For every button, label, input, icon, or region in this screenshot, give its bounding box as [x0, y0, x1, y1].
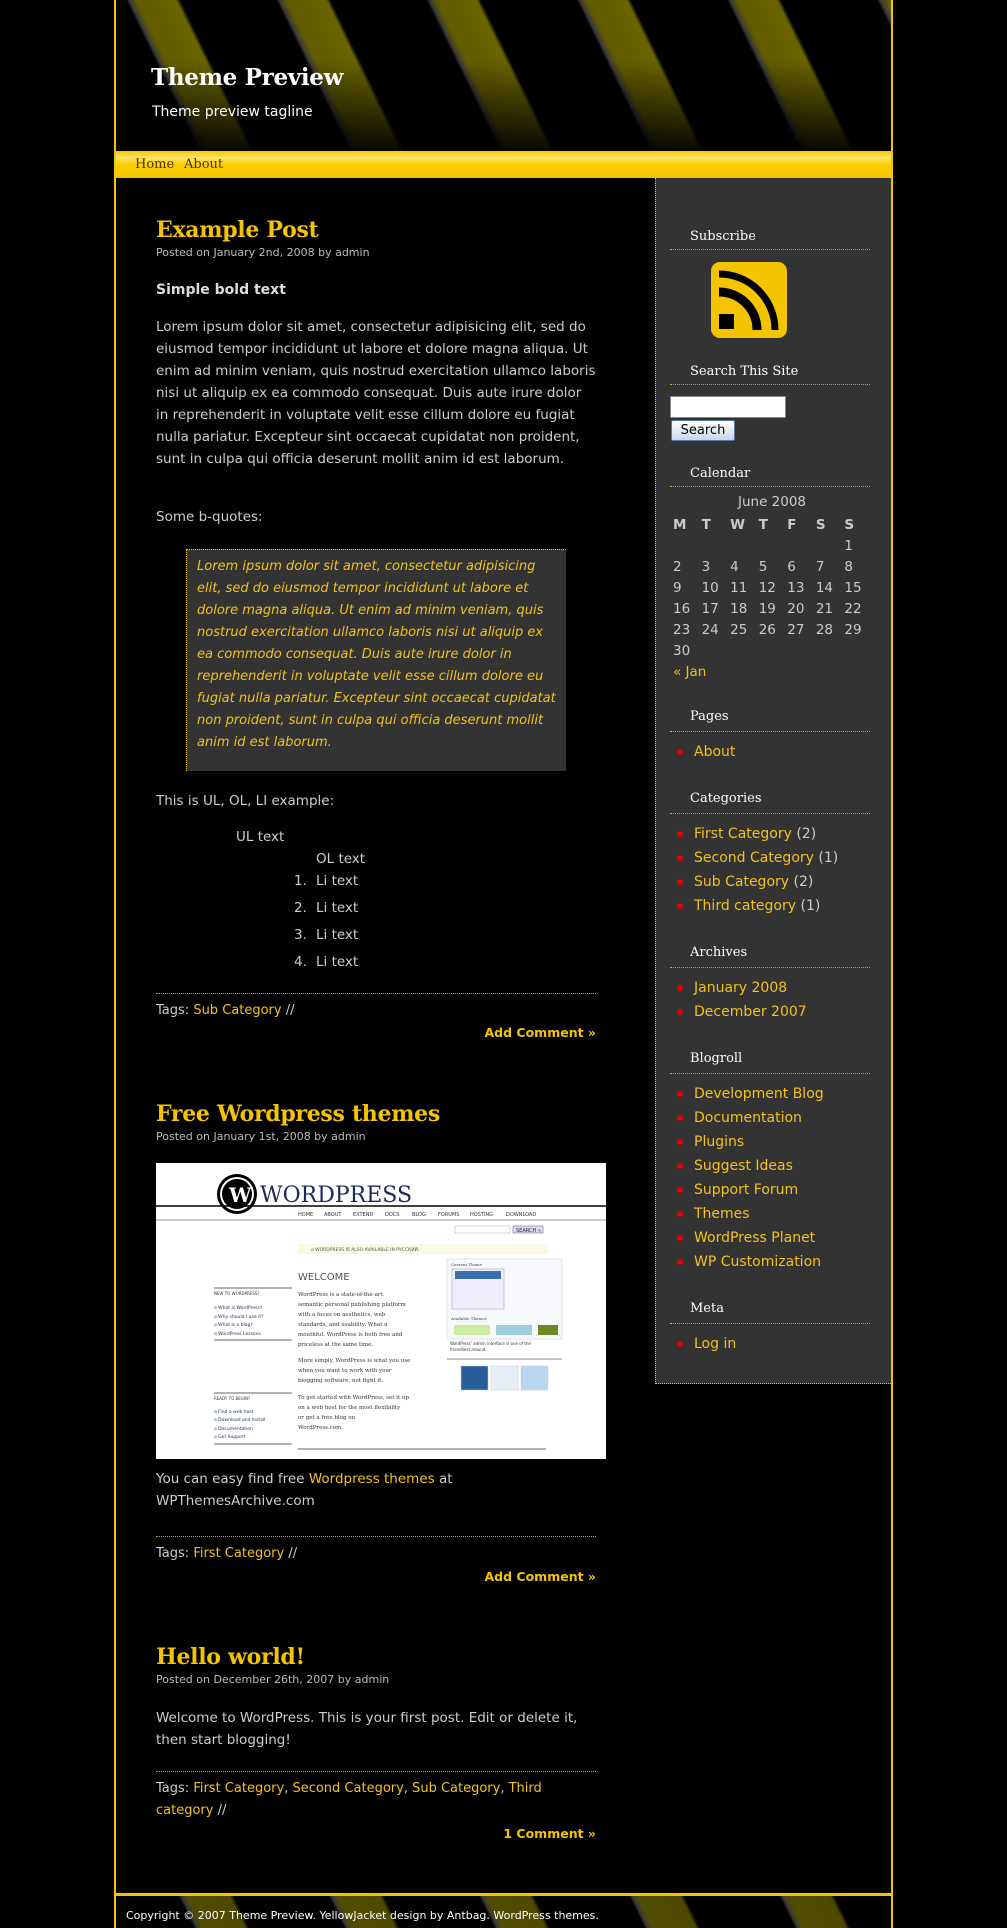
- page-link-about[interactable]: About: [694, 744, 736, 760]
- bullet-icon: [677, 1009, 683, 1015]
- svg-text:SEARCH »: SEARCH »: [516, 1228, 541, 1234]
- calendar-day: [701, 535, 730, 556]
- bold-heading: Simple bold text: [156, 282, 286, 298]
- tags-label: Tags:: [156, 1781, 190, 1796]
- widget-title-subscribe: Subscribe: [690, 229, 756, 244]
- weekday: T: [758, 516, 768, 533]
- calendar-day: 13: [787, 579, 805, 596]
- list-item: [676, 1154, 824, 1178]
- li-number: 4.: [294, 954, 307, 970]
- comment-count-link[interactable]: 1 Comment »: [503, 1826, 596, 1841]
- calendar-day: 3: [701, 558, 711, 575]
- calendar-week: [672, 619, 872, 640]
- list-item: [676, 1250, 824, 1274]
- svg-text:o Download and Install: o Download and Install: [214, 1418, 266, 1423]
- calendar-week: [672, 598, 872, 619]
- bullet-icon: [677, 749, 683, 755]
- calendar-week: [672, 556, 872, 577]
- widget-title-search: Search This Site: [690, 364, 799, 379]
- footer-copyright: Copyright © 2007 Theme Preview. YellowJacket design by Antbag. WordPress themes.: [126, 1909, 599, 1922]
- calendar-day: 22: [844, 600, 862, 617]
- calendar-day: [672, 535, 701, 556]
- svg-text:Available Themes: Available Themes: [451, 1316, 487, 1321]
- blockquote: Lorem ipsum dolor sit amet, consectetur adipisicing elit, sed do eiusmod tempor incididunt ut labore et dolore magna aliqua. Ut enim ad minim veniam, quis nostrud exercitation ullamco laboris nisi ut aliquip ex ea commodo consequat. Duis aute irure dolor in reprehenderit in voluptate velit esse cillum dolore eu fugiat nulla pariatur. Excepteur sint occaecat cupidatat non proident, sunt in culpa qui officia deserunt mollit anim id est laborum.: [186, 549, 566, 771]
- calendar-day: 30: [673, 642, 691, 659]
- svg-text:Current Theme: Current Theme: [451, 1262, 483, 1267]
- weekday: T: [701, 516, 711, 533]
- svg-text:FORUMS: FORUMS: [438, 1212, 460, 1218]
- sidebar: [655, 178, 891, 1384]
- svg-text:blogging software, not fight i: blogging software, not fight it.: [298, 1378, 384, 1384]
- list-intro: This is UL, OL, LI example:: [156, 793, 335, 809]
- calendar-day: [729, 640, 758, 661]
- category-link[interactable]: First Category: [694, 826, 792, 842]
- search-input[interactable]: [670, 396, 786, 418]
- calendar-day: [815, 535, 844, 556]
- svg-text:o Why should I use it?: o Why should I use it?: [214, 1315, 264, 1320]
- wordpress-screenshot-image: [156, 1163, 606, 1459]
- svg-text:DOCS: DOCS: [385, 1212, 400, 1218]
- svg-text:friendliest around.: friendliest around.: [450, 1347, 487, 1352]
- archive-link[interactable]: December 2007: [694, 1004, 807, 1020]
- widget-divider: [670, 1323, 870, 1324]
- blogroll-link[interactable]: Themes: [694, 1206, 750, 1222]
- bullet-icon: [677, 1187, 683, 1193]
- calendar-day: 24: [701, 621, 719, 638]
- calendar-day: 18: [730, 600, 748, 617]
- category-link[interactable]: Second Category: [694, 850, 814, 866]
- calendar-week: [672, 577, 872, 598]
- svg-text:HOME: HOME: [298, 1212, 314, 1218]
- calendar-day: 1: [844, 537, 853, 554]
- svg-text:o WordPress Lessons: o WordPress Lessons: [214, 1332, 261, 1337]
- svg-text:o What is a blog?: o What is a blog?: [214, 1323, 253, 1328]
- weekday: M: [673, 516, 687, 533]
- li-item: Li text: [316, 927, 359, 943]
- calendar-day: 17: [701, 600, 719, 617]
- bullet-icon: [677, 985, 683, 991]
- blogroll-link[interactable]: Suggest Ideas: [694, 1158, 793, 1174]
- blogroll-link[interactable]: WP Customization: [694, 1254, 822, 1270]
- li-item: Li text: [316, 954, 359, 970]
- svg-text:priceless at the same time.: priceless at the same time.: [298, 1342, 374, 1348]
- post-tags: [156, 1543, 596, 1565]
- bullet-icon: [677, 1091, 683, 1097]
- widget-divider: [670, 249, 870, 250]
- svg-text:standards, and usability. What: standards, and usability. What a: [298, 1322, 388, 1328]
- calendar-day: 20: [787, 600, 805, 617]
- blogroll-link[interactable]: WordPress Planet: [694, 1230, 816, 1246]
- svg-text:o Find a web host: o Find a web host: [214, 1410, 254, 1415]
- calendar-day: [843, 640, 872, 661]
- site-title[interactable]: Theme Preview: [151, 64, 344, 91]
- blogroll-list: [676, 1082, 824, 1274]
- tag-link[interactable]: First Category: [193, 1546, 285, 1561]
- list-item: [676, 1106, 824, 1130]
- tag-link[interactable]: Sub Category: [193, 1003, 282, 1018]
- weekday: S: [844, 516, 855, 533]
- nav-item-home[interactable]: Home: [135, 157, 175, 172]
- svg-text:HOSTING: HOSTING: [470, 1212, 494, 1218]
- list-item: [676, 1226, 824, 1250]
- post-meta: Posted on January 1st, 2008 by admin: [156, 1130, 366, 1143]
- category-count: (1): [800, 898, 821, 914]
- widget-title-calendar: Calendar: [690, 466, 751, 481]
- svg-text:o WORDPRESS IS ALSO AVAILABLE: o WORDPRESS IS ALSO AVAILABLE IN РУССКИЙ.: [311, 1248, 420, 1253]
- tag-link[interactable]: First Category: [193, 1781, 285, 1796]
- svg-text:with a focus on aesthetics, we: with a focus on aesthetics, web: [298, 1312, 386, 1318]
- widget-divider: [670, 486, 870, 487]
- calendar-day: 6: [787, 558, 796, 575]
- wordpress-logo-icon: [156, 1163, 606, 1459]
- list-item: [676, 894, 838, 918]
- widget-title-pages: Pages: [690, 709, 729, 724]
- list-item: [676, 1130, 824, 1154]
- widget-title-archives: Archives: [690, 945, 748, 960]
- calendar-day: 26: [758, 621, 776, 638]
- widget-divider: [670, 967, 870, 968]
- calendar-day: [786, 640, 815, 661]
- search-button[interactable]: Search: [671, 420, 735, 441]
- post-divider: [156, 993, 596, 994]
- svg-text:ABOUT: ABOUT: [324, 1212, 342, 1218]
- tag-link[interactable]: Sub Category: [412, 1781, 501, 1796]
- list-item: [676, 822, 838, 846]
- svg-text:WELCOME: WELCOME: [298, 1272, 350, 1283]
- site-header: [116, 0, 891, 151]
- calendar-day: [815, 640, 844, 661]
- tags-label: Tags:: [156, 1546, 190, 1561]
- list-item: [676, 976, 807, 1000]
- li-number: 2.: [294, 900, 307, 916]
- bullet-icon: [677, 831, 683, 837]
- category-link[interactable]: Third category: [694, 898, 797, 914]
- site-tagline: Theme preview tagline: [152, 104, 313, 120]
- svg-text:o What is WordPress?: o What is WordPress?: [214, 1306, 263, 1311]
- category-count: (1): [818, 850, 839, 866]
- categories-list: [676, 822, 838, 918]
- nav-item-about[interactable]: About: [184, 157, 224, 172]
- tags-suffix: //: [285, 1003, 295, 1018]
- tag-link[interactable]: Second Category: [292, 1781, 404, 1796]
- post-title[interactable]: Free Wordpress themes: [156, 1101, 440, 1127]
- bullet-icon: [677, 879, 683, 885]
- widget-title-categories: Categories: [690, 791, 762, 806]
- calendar-day: 16: [673, 600, 691, 617]
- category-link[interactable]: Sub Category: [694, 874, 790, 890]
- bullet-icon: [677, 1259, 683, 1265]
- svg-text:WordPress is a state-of-the-ar: WordPress is a state-of-the-art: [298, 1292, 383, 1298]
- tags-suffix: //: [288, 1546, 298, 1561]
- svg-text:WORDPRESS: WORDPRESS: [260, 1183, 413, 1208]
- list-item: [676, 1082, 824, 1106]
- tag-link[interactable]: Third category: [156, 1781, 542, 1818]
- text-after: at WPThemesArchive.com: [156, 1471, 453, 1509]
- list-item: [676, 740, 735, 764]
- svg-text:WordPress' admin interface is: WordPress' admin interface is one of the: [450, 1341, 531, 1346]
- calendar-prev-link[interactable]: « Jan: [673, 663, 707, 680]
- widget-divider: [670, 731, 870, 732]
- li-number: 3.: [294, 927, 307, 943]
- tags-suffix: //: [217, 1803, 227, 1818]
- list-item: [676, 870, 838, 894]
- blogroll-link[interactable]: Development Blog: [694, 1086, 824, 1102]
- calendar-day: 28: [815, 621, 833, 638]
- archive-link[interactable]: January 2008: [694, 980, 788, 996]
- calendar-day: [729, 535, 758, 556]
- list-item: [676, 1178, 824, 1202]
- li-item: Li text: [316, 873, 359, 889]
- pages-list: [676, 740, 735, 764]
- ul-text: UL text: [236, 829, 285, 845]
- weekday: F: [787, 516, 797, 533]
- calendar-day: 7: [815, 558, 825, 575]
- svg-text:o Get Support: o Get Support: [214, 1435, 246, 1440]
- svg-text:More simply, WordPress is what: More simply, WordPress is what you use: [298, 1358, 411, 1364]
- calendar-day: 15: [844, 579, 862, 596]
- main-nav: [116, 151, 891, 178]
- calendar-day: 21: [815, 600, 833, 617]
- post-tags: [156, 1000, 596, 1022]
- post-divider: [156, 1536, 596, 1537]
- add-comment-link[interactable]: Add Comment »: [484, 1025, 596, 1040]
- svg-text:W: W: [229, 1183, 252, 1207]
- post-tags: Tags: First Category, Second Category, Sub Category, Third category //: [156, 1781, 542, 1818]
- calendar-week: [672, 535, 872, 556]
- svg-text:NEW TO WORDPRESS?: NEW TO WORDPRESS?: [214, 1291, 260, 1296]
- post-title[interactable]: Example Post: [156, 217, 319, 243]
- svg-text:DOWNLOAD: DOWNLOAD: [506, 1212, 537, 1218]
- meta-list: [676, 1332, 736, 1356]
- bullet-icon: [677, 1115, 683, 1121]
- calendar-day: 27: [787, 621, 805, 638]
- calendar-day: 11: [730, 579, 748, 596]
- post-meta: Posted on January 2nd, 2008 by admin: [156, 246, 370, 259]
- bullet-icon: [677, 1235, 683, 1241]
- calendar-day: 9: [673, 579, 682, 596]
- ol-text: OL text: [316, 851, 366, 867]
- widget-title-blogroll: Blogroll: [690, 1051, 743, 1066]
- svg-text:READY TO BEGIN?: READY TO BEGIN?: [214, 1396, 251, 1401]
- bullet-icon: [677, 1211, 683, 1217]
- weekday: S: [815, 516, 826, 533]
- blogroll-link[interactable]: Documentation: [694, 1110, 802, 1126]
- svg-text:or get a free blog on: or get a free blog on: [298, 1415, 356, 1421]
- widget-divider: [670, 813, 870, 814]
- list-item: [676, 846, 838, 870]
- svg-text:To get started with WordPress,: To get started with WordPress, set it up: [298, 1395, 409, 1401]
- calendar-day: [701, 640, 730, 661]
- svg-text:semantic personal publishing p: semantic personal publishing platform: [298, 1302, 406, 1308]
- wordpress-themes-link[interactable]: Wordpress themes: [308, 1471, 435, 1487]
- list-item: [676, 1202, 824, 1226]
- post-paragraph: Welcome to WordPress. This is your first post. Edit or delete it, then start blogging!: [156, 1710, 578, 1748]
- archives-list: [676, 976, 807, 1024]
- widget-divider: [670, 1073, 870, 1074]
- svg-text:BLOG: BLOG: [412, 1212, 426, 1218]
- calendar-day: 29: [844, 621, 862, 638]
- calendar-day: 23: [673, 621, 691, 638]
- widget-title-meta: Meta: [690, 1301, 724, 1316]
- list-item: [676, 1000, 807, 1024]
- calendar-day: 25: [730, 621, 748, 638]
- calendar-day: 4: [730, 558, 739, 575]
- svg-text:on a web host for the most fle: on a web host for the most flexibility: [298, 1405, 401, 1411]
- post-divider: [156, 1771, 596, 1772]
- post-title[interactable]: Hello world!: [156, 1644, 305, 1670]
- blogroll-link[interactable]: Support Forum: [694, 1182, 799, 1198]
- svg-text:mouthful. WordPress is both fr: mouthful. WordPress is both free and: [298, 1332, 403, 1338]
- category-count: (2): [796, 826, 817, 842]
- calendar-day: [786, 535, 815, 556]
- calendar-day: 2: [673, 558, 682, 575]
- weekday: W: [730, 516, 746, 533]
- calendar-caption: June 2008: [737, 494, 807, 510]
- blogroll-link[interactable]: Plugins: [694, 1134, 745, 1150]
- calendar-day: 12: [758, 579, 776, 596]
- calendar-day: [758, 535, 787, 556]
- post-paragraph: [156, 1468, 596, 1512]
- calendar-day: 14: [815, 579, 833, 596]
- bullet-icon: [677, 903, 683, 909]
- category-count: (2): [793, 874, 814, 890]
- calendar-day: 8: [844, 558, 853, 575]
- svg-text:WordPress.com.: WordPress.com.: [298, 1425, 344, 1431]
- bullet-icon: [677, 1341, 683, 1347]
- bquote-intro: Some b-quotes:: [156, 509, 263, 525]
- li-item: Li text: [316, 900, 359, 916]
- post-paragraph: Lorem ipsum dolor sit amet, consectetur adipisicing elit, sed do eiusmod tempor incididunt ut labore et dolore magna aliqua. Ut enim ad minim veniam, quis nostrud exercitation ullamco laboris nisi ut aliquip ex ea commodo consequat. Duis aute irure dolor in reprehenderit in voluptate velit esse cillum dolore eu fugiat nulla pariatur. Excepteur sint occaecat cupidatat non proident, sunt in culpa qui officia deserunt mollit anim id est laborum.: [156, 319, 596, 467]
- calendar-table: [672, 494, 872, 682]
- tags-label: Tags:: [156, 1003, 190, 1018]
- text-before: You can easy find free: [156, 1471, 309, 1487]
- site-footer: [116, 1893, 891, 1928]
- svg-text:o Documentation: o Documentation: [214, 1427, 253, 1432]
- svg-text:EXTEND: EXTEND: [353, 1212, 374, 1218]
- calendar-day: [758, 640, 787, 661]
- post-meta: Posted on December 26th, 2007 by admin: [156, 1673, 390, 1686]
- page-wrapper: [114, 0, 893, 1928]
- bullet-icon: [677, 855, 683, 861]
- add-comment-link[interactable]: Add Comment »: [484, 1569, 596, 1584]
- list-item: [676, 1332, 736, 1356]
- calendar-day: 19: [758, 600, 776, 617]
- widget-divider: [670, 384, 870, 385]
- bullet-icon: [677, 1163, 683, 1169]
- calendar-day: 5: [758, 558, 768, 575]
- rss-icon[interactable]: [711, 262, 787, 338]
- bullet-icon: [677, 1139, 683, 1145]
- li-number: 1.: [294, 873, 307, 889]
- calendar-day: 10: [701, 579, 719, 596]
- calendar-header-row: [672, 514, 872, 535]
- calendar-week: [672, 640, 872, 661]
- svg-text:when you want to work with you: when you want to work with your: [298, 1368, 392, 1374]
- login-link[interactable]: Log in: [694, 1336, 737, 1352]
